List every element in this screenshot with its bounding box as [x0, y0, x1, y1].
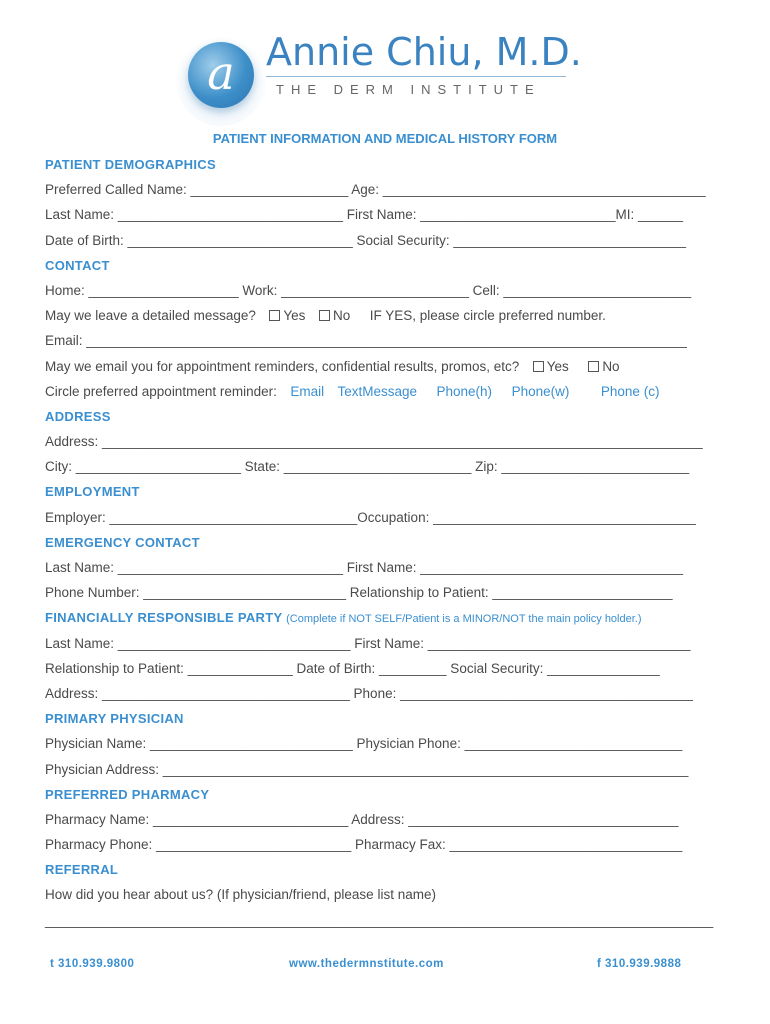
page-header: [0, 0, 770, 130]
reminder-option-email[interactable]: Email: [290, 383, 325, 399]
referral-question: How did you hear about us? (If physician/friend, please list name): [45, 887, 436, 903]
message-permission-row: [45, 303, 725, 328]
reminder-option-phone-cell[interactable]: Phone (c): [600, 383, 660, 399]
field-row-employer-occupation[interactable]: Employer: _________________________________Occupation: ___________________________________: [45, 509, 696, 525]
field-row-pharmacy-name-address[interactable]: Pharmacy Name: __________________________ Address: ____________________________________: [45, 811, 679, 827]
email-question: May we email you for appointment reminders, confidential results, promos, etc?: [45, 358, 520, 374]
field-row-dob-ssn[interactable]: Date of Birth: ______________________________ Social Security: _______________________________: [45, 232, 687, 248]
field-row-city-state-zip[interactable]: City: ______________________ State: _________________________ Zip: _________________________: [45, 459, 690, 475]
message-no-label: No: [332, 308, 351, 324]
field-row-financial-relationship-dob-ssn[interactable]: Relationship to Patient: ______________ Date of Birth: _________ Social Security: _______________: [45, 660, 660, 676]
footer-fax: f 310.939.9888: [597, 958, 682, 970]
message-yes-label: Yes: [283, 308, 306, 324]
field-row-preferred-name-age[interactable]: Preferred Called Name: _____________________ Age: ___________________________________________: [45, 182, 706, 198]
reminder-preference-row: [45, 379, 725, 404]
field-row-physician-address[interactable]: Physician Address: ______________________________________________________________________: [45, 761, 689, 777]
field-row-referral-answer[interactable]: _________________________________________________________________________________________: [45, 912, 714, 928]
section-heading-financial: [45, 605, 725, 630]
email-no-label: No: [602, 358, 620, 374]
email-permission-row: [45, 354, 725, 379]
field-row-phones[interactable]: Home: ____________________ Work: _________________________ Cell: _________________________: [45, 282, 692, 298]
section-heading-address: ADDRESS: [45, 408, 111, 424]
reminder-option-phone-work[interactable]: Phone(w): [511, 383, 570, 399]
page-footer: [0, 958, 770, 976]
brand-name: Annie Chiu, M.D.: [266, 30, 582, 74]
field-row-address[interactable]: Address: ________________________________________________________________________________: [45, 434, 703, 450]
reminder-option-phone-home[interactable]: Phone(h): [436, 383, 493, 399]
footer-phone: t 310.939.9800: [50, 958, 135, 970]
section-heading-employment: EMPLOYMENT: [45, 484, 140, 500]
section-heading-referral: REFERRAL: [45, 862, 119, 878]
financial-heading-note: (Complete if NOT SELF/Patient is a MINOR/NOT the main policy holder.): [286, 613, 642, 626]
field-row-financial-names[interactable]: Last Name: _______________________________ First Name: ___________________________________: [45, 635, 691, 651]
brand-divider: [266, 76, 566, 77]
field-row-last-first-mi[interactable]: Last Name: ______________________________ First Name: __________________________MI: ______: [45, 207, 684, 223]
financial-heading-text: FINANCIALLY RESPONSIBLE PARTY: [45, 610, 283, 626]
field-row-physician-name-phone[interactable]: Physician Name: ___________________________ Physician Phone: _____________________________: [45, 736, 683, 752]
footer-website: www.thedermnstitute.com: [289, 958, 444, 970]
section-heading-physician: PRIMARY PHYSICIAN: [45, 711, 184, 727]
message-ifyes-note: IF YES, please circle preferred number.: [369, 308, 606, 324]
logo-letter: a: [207, 46, 235, 100]
reminder-label: Circle preferred appointment reminder:: [45, 383, 277, 399]
message-no-checkbox[interactable]: [319, 310, 330, 321]
email-no-checkbox[interactable]: [588, 361, 599, 372]
field-row-financial-address-phone[interactable]: Address: _________________________________ Phone: _______________________________________: [45, 685, 693, 701]
form-body: [45, 152, 725, 933]
field-row-emergency-phone-relationship[interactable]: Phone Number: ___________________________ Relationship to Patient: ________________________: [45, 585, 673, 601]
form-title: PATIENT INFORMATION AND MEDICAL HISTORY FORM: [212, 131, 558, 146]
section-heading-pharmacy: PREFERRED PHARMACY: [45, 786, 210, 802]
email-yes-checkbox[interactable]: [533, 361, 544, 372]
message-question: May we leave a detailed message?: [45, 308, 256, 324]
email-yes-label: Yes: [546, 358, 569, 374]
field-row-email[interactable]: Email: ________________________________________________________________________________: [45, 333, 687, 349]
brand-subtitle: THE DERM INSTITUTE: [276, 82, 541, 97]
field-row-emergency-names[interactable]: Last Name: ______________________________ First Name: ___________________________________: [45, 560, 684, 575]
section-heading-contact: CONTACT: [45, 257, 110, 273]
field-row-pharmacy-phone-fax[interactable]: Pharmacy Phone: __________________________ Pharmacy Fax: _______________________________: [45, 837, 683, 853]
section-heading-demographics: PATIENT DEMOGRAPHICS: [45, 157, 216, 172]
reminder-option-text[interactable]: TextMessage: [337, 383, 417, 399]
section-heading-emergency: EMERGENCY CONTACT: [45, 534, 200, 550]
message-yes-checkbox[interactable]: [269, 310, 280, 321]
